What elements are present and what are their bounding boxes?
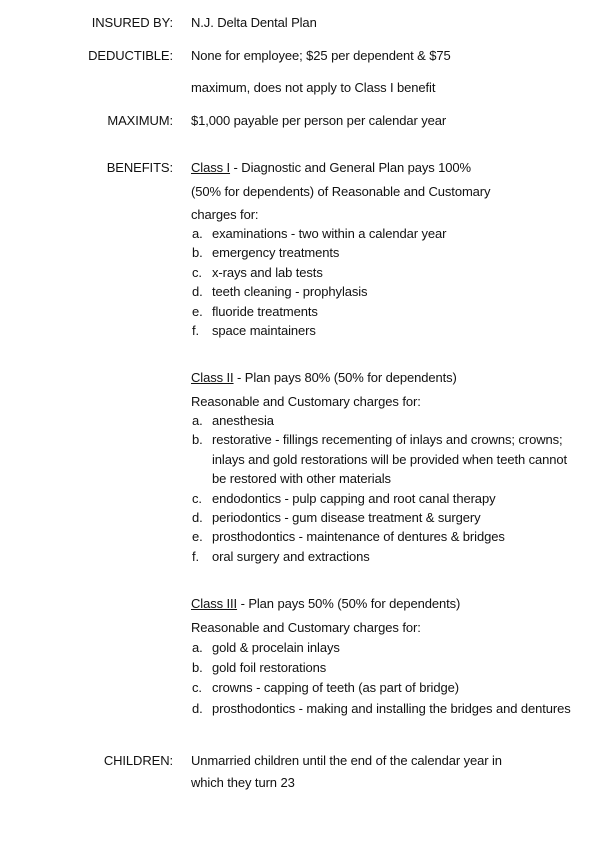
class-1-heading bbox=[191, 160, 471, 176]
list-item-text: x-rays and lab tests bbox=[212, 265, 323, 280]
list-item-marker: c. bbox=[192, 680, 202, 695]
list-item-marker: d. bbox=[192, 701, 203, 716]
maximum-label: MAXIMUM: bbox=[107, 113, 173, 128]
list-item-marker: e. bbox=[192, 304, 203, 319]
list-item-text: be restored with other materials bbox=[212, 471, 391, 486]
list-item-marker: b. bbox=[192, 432, 203, 447]
list-item-text: crowns - capping of teeth (as part of bridge) bbox=[212, 680, 459, 695]
list-item-text: prosthodontics - making and installing the bridges and dentures bbox=[212, 701, 571, 716]
deductible-line-2: maximum, does not apply to Class I benefit bbox=[191, 80, 436, 95]
list-item-marker: b. bbox=[192, 660, 203, 675]
class-1-desc-3: charges for: bbox=[191, 207, 259, 222]
list-item-marker: a. bbox=[192, 640, 203, 655]
list-item-marker: f. bbox=[192, 323, 200, 338]
class-2-desc: - Plan pays 80% (50% for dependents) bbox=[233, 370, 457, 385]
list-item-text: examinations - two within a calendar year bbox=[212, 226, 447, 241]
insured-by-value: N.J. Delta Dental Plan bbox=[191, 15, 317, 30]
class-1-desc: - Diagnostic and General Plan pays 100% bbox=[230, 160, 472, 175]
list-item-text: oral surgery and extractions bbox=[212, 549, 370, 564]
list-item-text: space maintainers bbox=[212, 323, 316, 338]
class-2-title: Class II bbox=[191, 370, 234, 385]
benefits-label: BENEFITS: bbox=[106, 160, 173, 175]
class-1-desc-2: (50% for dependents) of Reasonable and Customary bbox=[191, 184, 491, 199]
list-item-marker: a. bbox=[192, 413, 203, 428]
class-3-heading bbox=[191, 596, 460, 612]
children-label: CHILDREN: bbox=[103, 753, 173, 768]
class-2-heading bbox=[191, 370, 457, 386]
insured-by-label: INSURED BY: bbox=[91, 15, 173, 30]
children-line-2: which they turn 23 bbox=[191, 775, 295, 790]
list-item-text: fluoride treatments bbox=[212, 304, 318, 319]
list-item-text: teeth cleaning - prophylasis bbox=[212, 284, 368, 299]
list-item-text: restorative - fillings recementing of inlays and crowns; crowns; bbox=[212, 432, 563, 447]
list-item-marker: e. bbox=[192, 529, 203, 544]
list-item-text: anesthesia bbox=[212, 413, 274, 428]
list-item-text: emergency treatments bbox=[212, 245, 340, 260]
list-item-text: gold & procelain inlays bbox=[212, 640, 340, 655]
list-item-text: endodontics - pulp capping and root canal therapy bbox=[212, 491, 496, 506]
class-1-title: Class I bbox=[191, 160, 231, 175]
list-item-marker: c. bbox=[192, 265, 202, 280]
list-item-text: inlays and gold restorations will be provided when teeth cannot bbox=[212, 452, 568, 467]
children-line-1: Unmarried children until the end of the calendar year in bbox=[191, 753, 502, 768]
class-3-desc: - Plan pays 50% (50% for dependents) bbox=[237, 596, 461, 611]
list-item-marker: d. bbox=[192, 284, 203, 299]
list-item-marker: a. bbox=[192, 226, 203, 241]
list-item-marker: f. bbox=[192, 549, 200, 564]
list-item-marker: d. bbox=[192, 510, 203, 525]
list-item-marker: b. bbox=[192, 245, 203, 260]
list-item-text: gold foil restorations bbox=[212, 660, 327, 675]
list-item-text: prosthodontics - maintenance of dentures & bridges bbox=[212, 529, 505, 544]
maximum-value: $1,000 payable per person per calendar year bbox=[191, 113, 447, 128]
class-3-title: Class III bbox=[191, 596, 238, 611]
class-3-desc-2: Reasonable and Customary charges for: bbox=[191, 620, 421, 635]
class-2-desc-2: Reasonable and Customary charges for: bbox=[191, 394, 421, 409]
deductible-line-1: None for employee; $25 per dependent & $75 bbox=[191, 48, 451, 63]
list-item-marker: c. bbox=[192, 491, 202, 506]
list-item-text: periodontics - gum disease treatment & surgery bbox=[212, 510, 481, 525]
deductible-label: DEDUCTIBLE: bbox=[88, 48, 173, 63]
